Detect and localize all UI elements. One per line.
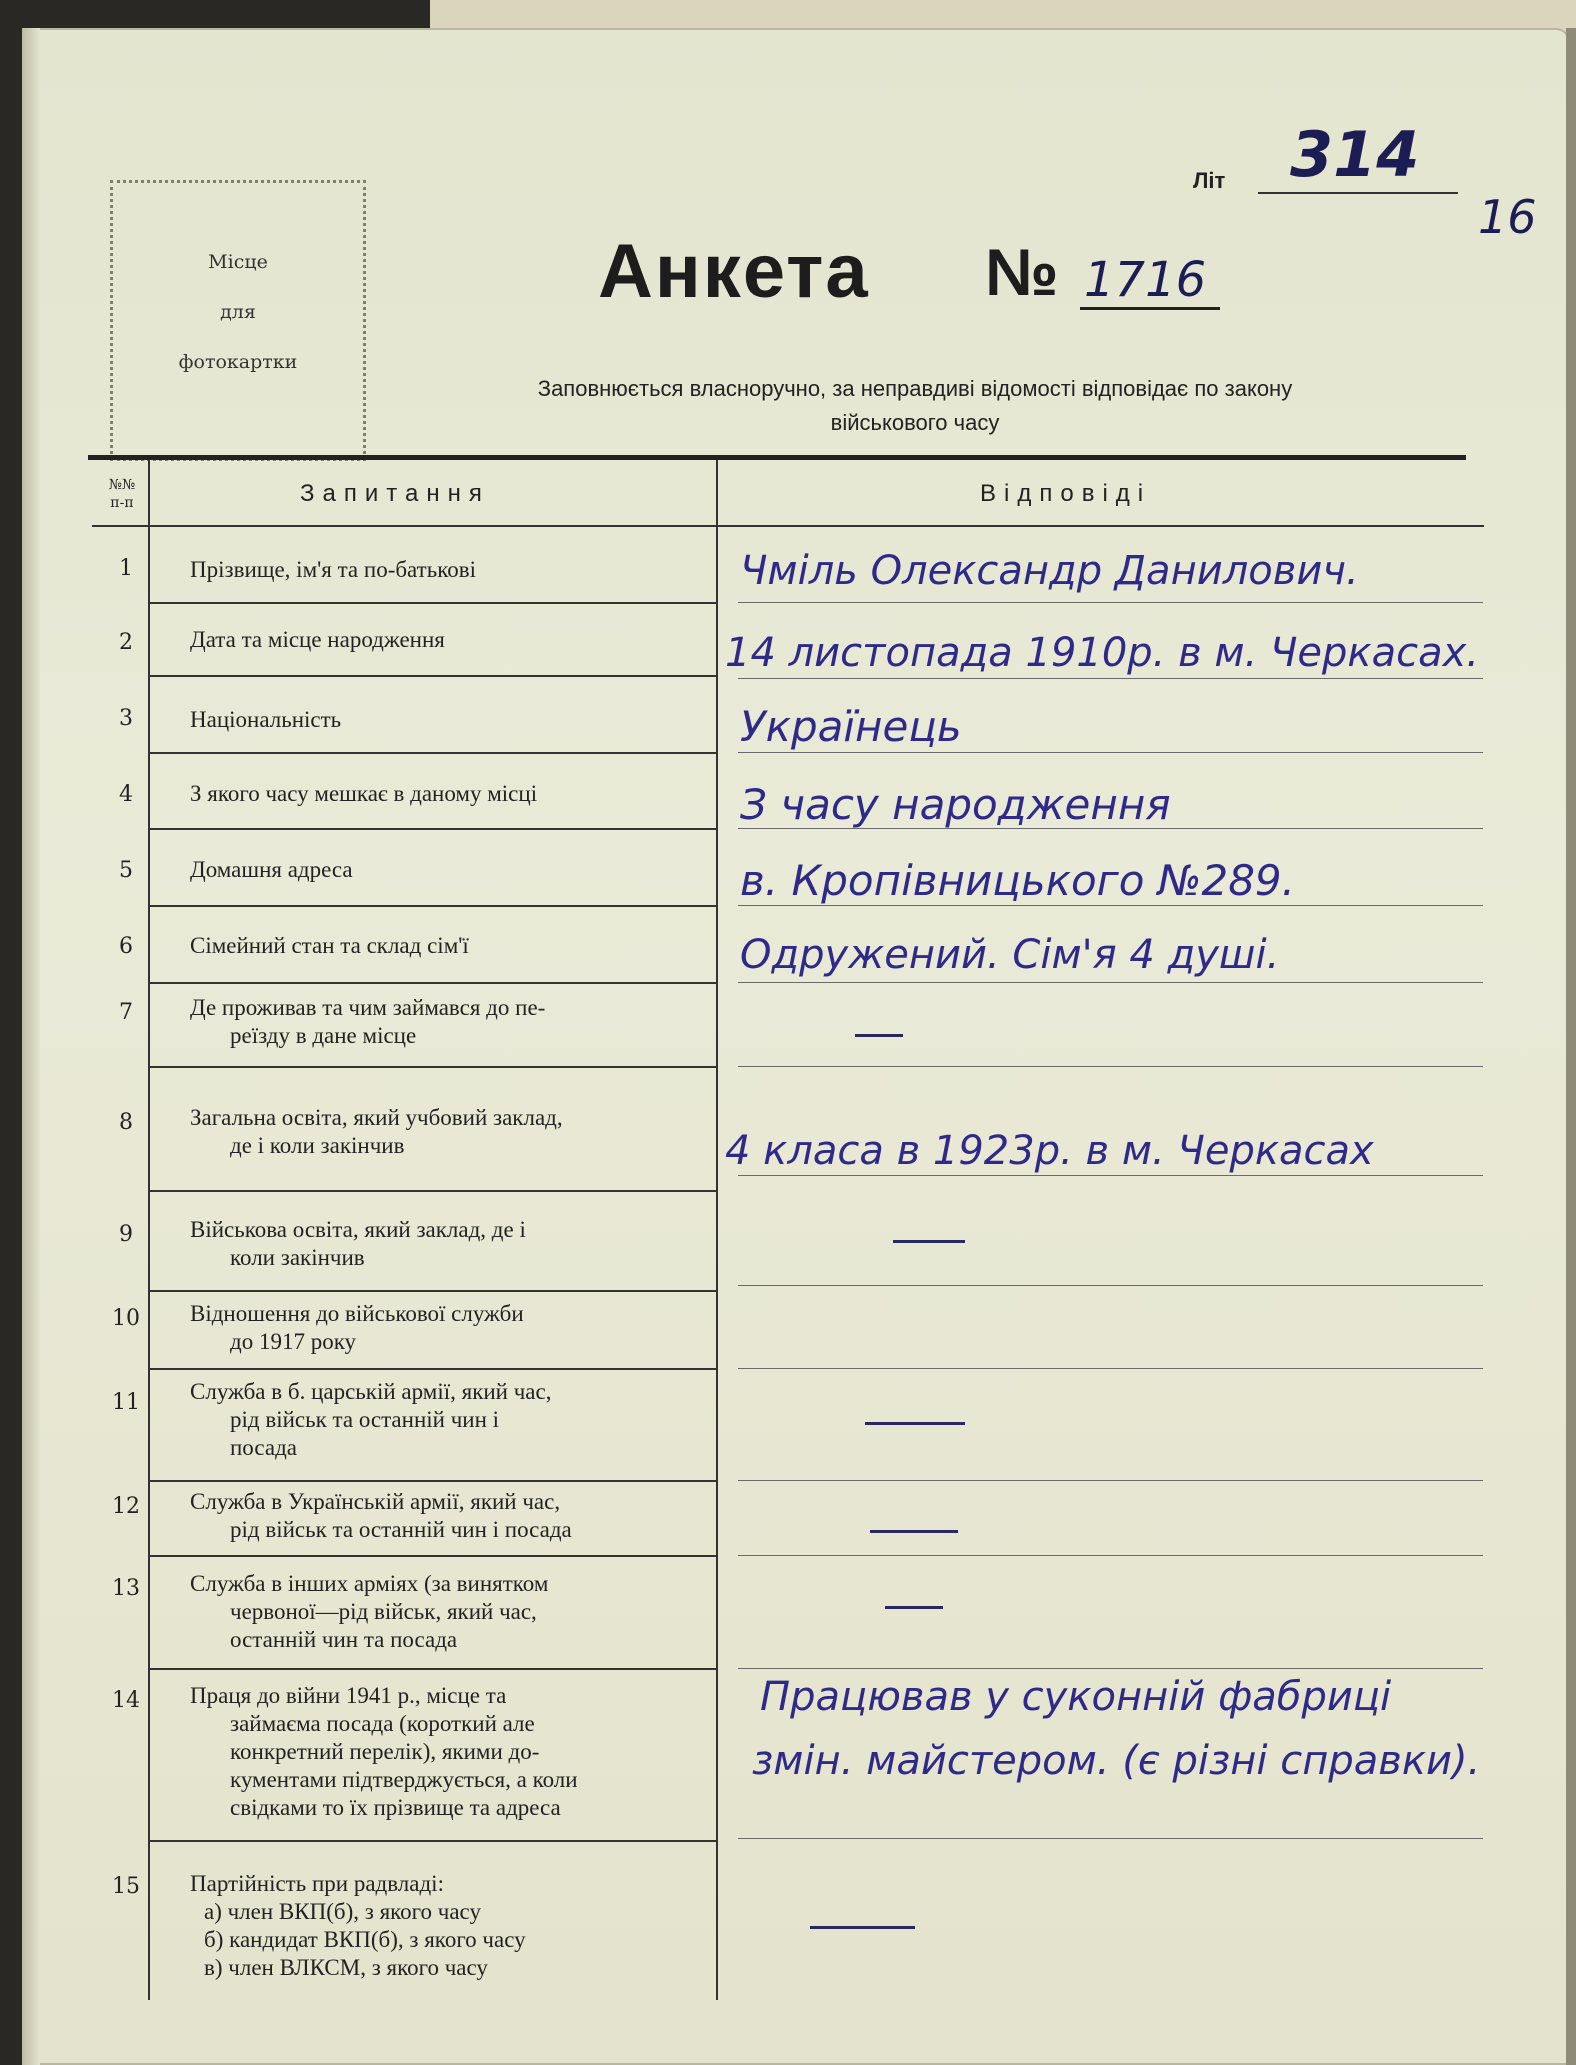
row-number: 3	[119, 706, 133, 731]
row-divider	[148, 675, 718, 677]
row-number: 9	[119, 1222, 133, 1247]
answer-dash	[870, 1530, 958, 1533]
question-line: Домашня адреса	[190, 857, 353, 882]
question-line: до 1917 року	[230, 1329, 357, 1354]
row-divider	[148, 1555, 718, 1557]
page-right-edge	[1566, 28, 1576, 2065]
question-line: Дата та місце народження	[190, 627, 445, 652]
answer-education: 4 класа в 1923р. в м. Черкасах	[725, 1128, 1374, 1174]
answer-dash	[865, 1422, 965, 1425]
number-sign: №	[985, 235, 1059, 309]
row-number: 5	[119, 858, 133, 883]
row-divider	[148, 1368, 718, 1370]
lit-underline	[1258, 192, 1458, 194]
question-text	[190, 1300, 710, 1356]
row-divider	[148, 1480, 718, 1482]
question-text	[190, 856, 710, 884]
answer-dash	[855, 1034, 903, 1037]
col-answer-header: Відповіді	[980, 480, 1152, 507]
row-number: 8	[119, 1110, 133, 1135]
question-line: реїзду в дане місце	[230, 1023, 417, 1048]
row-number: 13	[112, 1576, 140, 1601]
col-question-header: Запитання	[300, 480, 490, 507]
photo-placeholder	[110, 180, 366, 461]
question-line: кументами підтверджується, а коли	[230, 1767, 578, 1792]
row-number: 14	[112, 1688, 140, 1713]
answer-line	[738, 982, 1483, 983]
row-divider	[148, 905, 718, 907]
subtitle-line1: Заповнюється власноручно, за неправдиві відомості відповідає по закону	[537, 376, 1293, 401]
subtitle-line2: військового часу	[830, 410, 1000, 435]
question-line: Прізвище, ім'я та по-батькові	[190, 557, 476, 582]
row-number: 4	[119, 782, 133, 807]
page-title: Анкета	[598, 229, 870, 314]
page-mark: 16	[1478, 190, 1537, 244]
lit-label: Літ	[1193, 168, 1226, 193]
question-text	[190, 994, 710, 1050]
question-line: конкретний перелік), якими до-	[230, 1739, 540, 1764]
question-line: рід військ та останній чин і посада	[230, 1517, 572, 1542]
answer-dash	[810, 1926, 915, 1929]
question-text	[190, 626, 710, 654]
question-line: Партійність при радвладі:	[190, 1871, 444, 1896]
question-line: Праця до війни 1941 р., місце та	[190, 1683, 507, 1708]
row-divider	[148, 1066, 718, 1068]
question-line: рід військ та останній чин і	[230, 1407, 500, 1432]
question-line: де і коли закінчив	[230, 1133, 405, 1158]
answer-line	[738, 1480, 1483, 1481]
question-line: Служба в Українській армії, який час,	[190, 1489, 561, 1514]
question-line: посада	[230, 1435, 297, 1460]
row-divider	[148, 828, 718, 830]
question-text	[190, 706, 710, 734]
row-number: 2	[119, 630, 133, 655]
row-divider	[148, 752, 718, 754]
question-text	[190, 1870, 710, 1982]
question-line: свідками то їх прізвище та адреса	[230, 1795, 561, 1820]
subtitle	[390, 372, 1440, 440]
answer-address: в. Кропівницького №289.	[740, 856, 1295, 905]
row-number: 15	[112, 1874, 140, 1899]
number-underline	[1080, 307, 1220, 310]
col-divider-answer	[716, 460, 718, 2000]
question-text	[190, 932, 710, 960]
answer-birth: 14 листопада 1910р. в м. Черкасах.	[725, 630, 1479, 676]
answer-work-line1: Працював у суконній фабриці	[760, 1674, 1392, 1720]
answer-name: Чміль Олександр Данилович.	[740, 548, 1359, 594]
row-divider	[92, 525, 1484, 527]
question-line: в) член ВЛКСМ, з якого часу	[204, 1955, 488, 1980]
question-line: Служба в б. царській армії, який час,	[190, 1379, 552, 1404]
question-line: Національність	[190, 707, 342, 732]
row-divider	[148, 982, 718, 984]
question-line: коли закінчив	[230, 1245, 365, 1270]
question-line: займаєма посада (короткий але	[230, 1711, 535, 1736]
answer-line	[738, 1368, 1483, 1369]
photo-label-line3: фотокартки	[178, 351, 298, 373]
row-divider	[148, 1290, 718, 1292]
question-text	[190, 556, 710, 584]
row-number: 11	[112, 1390, 140, 1415]
answer-line	[738, 1285, 1483, 1286]
question-line: Відношення до військової служби	[190, 1301, 524, 1326]
question-line: Сімейний стан та склад сім'ї	[190, 933, 469, 958]
answer-nationality: Українець	[740, 702, 962, 751]
answer-line	[738, 1175, 1483, 1176]
row-divider	[148, 1840, 718, 1842]
row-number: 1	[119, 556, 133, 581]
question-line: Військова освіта, який заклад, де і	[190, 1217, 526, 1242]
row-number: 10	[112, 1306, 140, 1331]
questionnaire-number: 1716	[1084, 252, 1207, 308]
answer-family: Одружений. Сім'я 4 душі.	[740, 932, 1280, 978]
question-text	[190, 1216, 710, 1272]
question-text	[190, 1378, 710, 1462]
answer-dash	[893, 1240, 965, 1243]
answer-line	[738, 678, 1483, 679]
question-line: червоної—рід військ, який час,	[230, 1599, 537, 1624]
answer-line	[738, 1838, 1483, 1839]
answer-dash	[885, 1606, 943, 1609]
col-num-header-line1: №№	[108, 477, 136, 493]
question-text	[190, 1488, 710, 1544]
page-edge-shadow	[22, 28, 40, 2065]
question-line: Де проживав та чим займався до пе-	[190, 995, 546, 1020]
photo-label-line1: Місце	[208, 251, 268, 273]
answer-work-line2: змін. майстером. (є різні справки).	[752, 1738, 1481, 1784]
col-num-header	[94, 476, 150, 512]
answer-residence-since: З часу народження	[740, 780, 1171, 829]
question-line: а) член ВКП(б), з якого часу	[204, 1899, 481, 1924]
row-number: 12	[112, 1494, 140, 1519]
answer-line	[738, 1555, 1483, 1556]
answer-line	[738, 905, 1483, 906]
question-line: б) кандидат ВКП(б), з якого часу	[204, 1927, 526, 1952]
question-line: останній чин та посада	[230, 1627, 458, 1652]
lit-value: 314	[1290, 118, 1420, 191]
row-divider	[148, 1668, 718, 1670]
answer-line	[738, 1066, 1483, 1067]
row-number: 7	[119, 1000, 133, 1025]
question-text	[190, 1104, 710, 1160]
row-divider	[148, 602, 718, 604]
answer-line	[738, 602, 1483, 603]
photo-label-line2: для	[220, 301, 256, 323]
answer-line	[738, 1668, 1483, 1669]
question-line: Загальна освіта, який учбовий заклад,	[190, 1105, 563, 1130]
row-number: 6	[119, 934, 133, 959]
row-divider	[148, 1190, 718, 1192]
table-top-rule	[88, 455, 1466, 460]
col-num-header-line2: п-п	[110, 495, 134, 511]
question-text	[190, 1570, 710, 1654]
question-text	[190, 1682, 710, 1822]
question-text	[190, 780, 710, 808]
question-line: Служба в інших арміях (за винятком	[190, 1571, 549, 1596]
answer-line	[738, 752, 1483, 753]
question-line: З якого часу мешкає в даному місці	[190, 781, 538, 806]
